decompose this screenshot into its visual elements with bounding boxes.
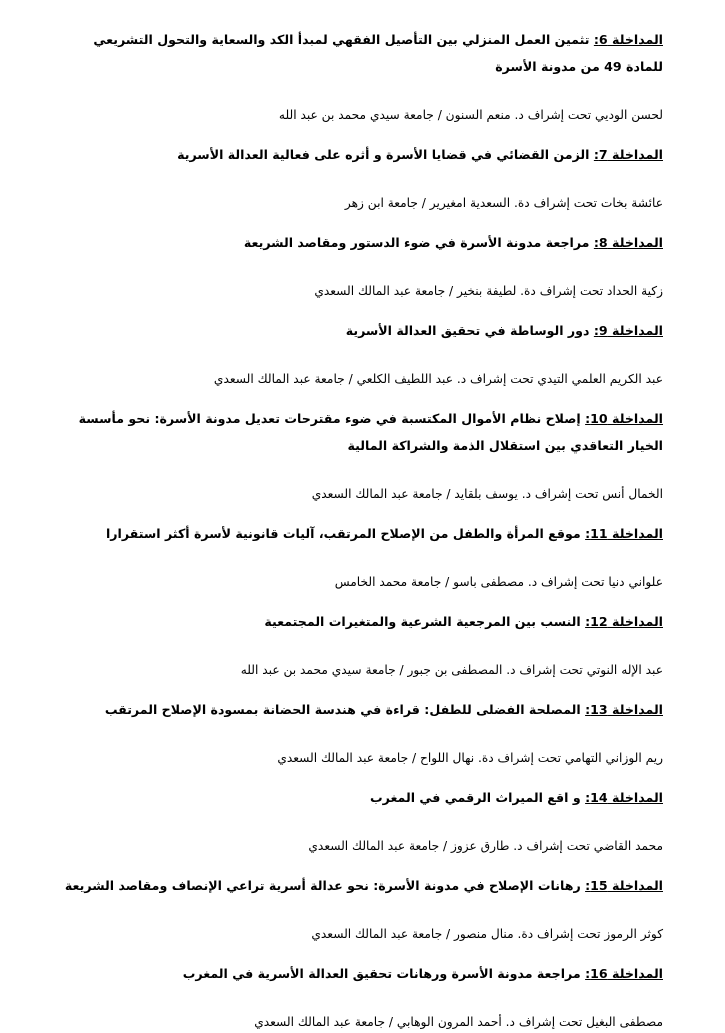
entry-label: المداخلة 6: — [593, 32, 663, 47]
entry-11 — [62, 520, 663, 593]
entry-title — [62, 317, 663, 344]
entry-author: الخمال أنس تحت إشراف د. يوسف بلقايد / جامعة عبد المالك السعدي — [311, 487, 663, 501]
entry-author: ريم الوزاني التهامي تحت إشراف دة. نهال اللواح / جامعة عبد المالك السعدي — [277, 751, 663, 765]
entry-title — [62, 960, 663, 987]
entry-title-text: و اقع الميراث الرقمي في المغرب — [369, 790, 581, 805]
entry-label: المداخلة 7: — [593, 147, 663, 162]
entry-author: زكية الحداد تحت إشراف دة. لطيفة بنخير / جامعة عبد المالك السعدي — [314, 284, 663, 298]
entry-title — [62, 696, 663, 723]
entry-label: المداخلة 12: — [585, 614, 663, 629]
entry-7 — [62, 141, 663, 214]
entry-title-text: المصلحة الفضلى للطفل: قراءة في هندسة الحضانة بمسودة الإصلاح المرتقب — [104, 702, 581, 717]
entry-author: لحسن الوديي تحت إشراف د. منعم السنون / جامعة سيدي محمد بن عبد الله — [278, 108, 663, 122]
entry-title-text: إصلاح نظام الأموال المكتسبة في ضوء مقترحات تعديل مدونة الأسرة: نحو مأسسة الخيار التعاقدي بين استقلال الذمة والشراكة المالية — [78, 411, 663, 453]
entry-label: المداخلة 15: — [585, 878, 663, 893]
entry-10 — [62, 405, 663, 505]
entry-title-text: مراجعة مدونة الأسرة ورهانات تحقيق العدالة الأسرية في المغرب — [182, 966, 581, 981]
entry-title-text: الزمن القضائي في قضايا الأسرة و أثره على فعالية العدالة الأسرية — [177, 147, 590, 162]
entry-author: عبد الإله النوتي تحت إشراف د. المصطفى بن جبور / جامعة سيدي محمد بن عبد الله — [240, 663, 663, 677]
entry-author: مصطفى البغيل تحت إشراف د. أحمد المرون الوهابي / جامعة عبد المالك السعدي — [254, 1015, 663, 1029]
entry-title-text: موقع المرأة والطفل من الإصلاح المرتقب، آليات قانونية لأسرة أكثر استقرارا — [105, 526, 581, 541]
entry-title — [62, 141, 663, 168]
entry-author: علواني دنيا تحت إشراف د. مصطفى باسو / جامعة محمد الخامس — [334, 575, 663, 589]
entry-6 — [62, 26, 663, 126]
entry-12 — [62, 608, 663, 681]
entry-label: المداخلة 8: — [593, 235, 663, 250]
entry-title — [62, 608, 663, 635]
entry-13 — [62, 696, 663, 769]
entry-author: عبد الكريم العلمي التيدي تحت إشراف د. عبد اللطيف الكلعي / جامعة عبد المالك السعدي — [213, 372, 663, 386]
entry-label: المداخلة 11: — [585, 526, 663, 541]
entry-author: محمد القاضي تحت إشراف د. طارق عزوز / جامعة عبد المالك السعدي — [308, 839, 663, 853]
entry-title-text: مراجعة مدونة الأسرة في ضوء الدستور ومقاصد الشريعة — [243, 235, 590, 250]
entry-14 — [62, 784, 663, 857]
entry-title-text: رهانات الإصلاح في مدونة الأسرة: نحو عدالة أسرية تراعي الإنصاف ومقاصد الشريعة — [64, 878, 581, 893]
entry-16 — [62, 960, 663, 1033]
entry-title — [62, 872, 663, 899]
entry-title-text: تثمين العمل المنزلي بين التأصيل الفقهي لمبدأ الكد والسعاية والتحول التشريعي للمادة 49 من مدونة الأسرة — [93, 32, 663, 74]
entry-label: المداخلة 16: — [585, 966, 663, 981]
entry-8 — [62, 229, 663, 302]
entry-title — [62, 784, 663, 811]
entry-title — [62, 405, 663, 459]
entry-author: كوثر الرموز تحت إشراف دة. منال منصور / جامعة عبد المالك السعدي — [311, 927, 663, 941]
entry-label: المداخلة 9: — [593, 323, 663, 338]
entry-15 — [62, 872, 663, 945]
entry-label: المداخلة 13: — [585, 702, 663, 717]
entry-label: المداخلة 10: — [585, 411, 663, 426]
entry-title-text: دور الوساطة في تحقيق العدالة الأسرية — [345, 323, 590, 338]
entry-title-text: النسب بين المرجعية الشرعية والمتغيرات المجتمعية — [264, 614, 581, 629]
entry-title — [62, 26, 663, 80]
entry-title — [62, 229, 663, 256]
entry-label: المداخلة 14: — [585, 790, 663, 805]
entry-title — [62, 520, 663, 547]
entry-author: عائشة بخات تحت إشراف دة. السعدية امغيرير / جامعة ابن زهر — [344, 196, 663, 210]
entry-9 — [62, 317, 663, 390]
